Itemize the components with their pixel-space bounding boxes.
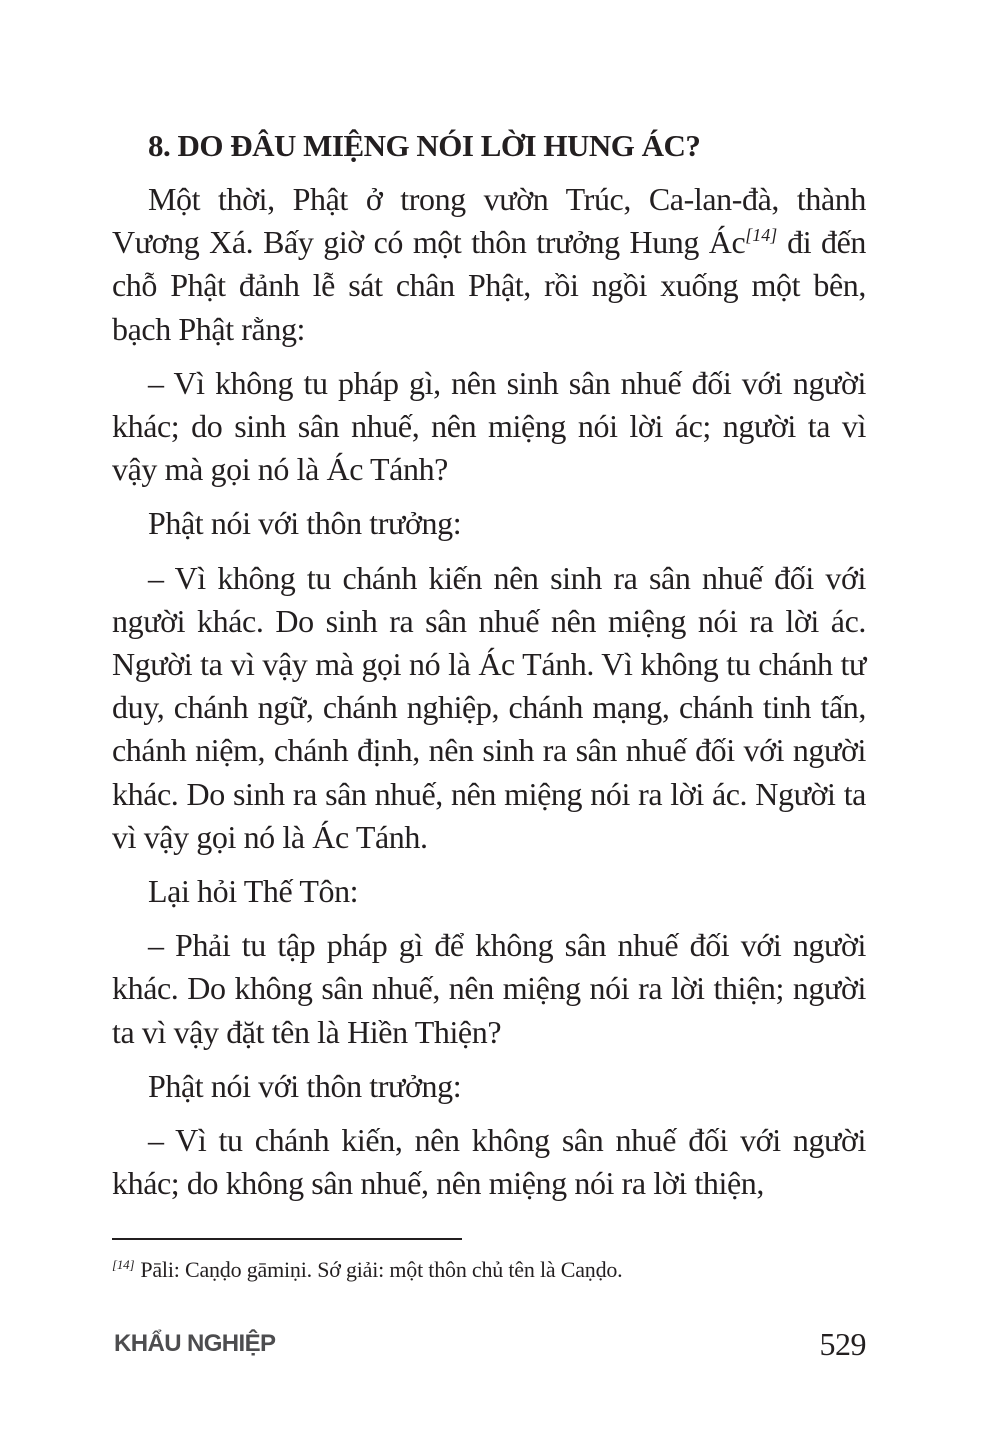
paragraph-answer: – Vì tu chánh kiến, nên không sân nhuế đối với người khác; do không sân nhuế, nên miệng nói ra lời thiện, — [112, 1122, 866, 1202]
running-head: KHẨU NGHIỆP — [114, 1330, 276, 1357]
paragraph-narration: Lại hỏi Thế Tôn: — [148, 873, 359, 910]
footnote-text: Pāli: Caṇḍo gāmiṇi. Sớ giải: một thôn chủ tên là Caṇḍo. — [140, 1257, 623, 1282]
paragraph-question: – Vì không tu pháp gì, nên sinh sân nhuế đối với người khác; do sinh sân nhuế, nên miệng nói lời ác; người ta vì vậy mà gọi nó là Ác Tánh? — [112, 364, 866, 488]
body-text — [112, 178, 866, 1205]
footnote-divider — [112, 1238, 462, 1240]
section-heading: 8. DO ĐÂU MIỆNG NÓI LỜI HUNG ÁC? — [148, 128, 701, 163]
footnote — [112, 1257, 622, 1283]
paragraph-question: – Phải tu tập pháp gì để không sân nhuế đối với người khác. Do không sân nhuế, nên miệng nói ra lời thiện; người ta vì vậy đặt tên là Hiền Thiện? — [112, 927, 866, 1050]
paragraph-text: đi đến chỗ Phật đảnh lễ sát chân Phật, rồi ngồi xuống một bên, bạch Phật rằng: — [112, 224, 866, 347]
footnote-reference[interactable]: [14] — [745, 225, 778, 246]
paragraph-text: Một thời, Phật ở trong vườn Trúc, Ca-lan-đà, thành Vương Xá. Bấy giờ có một thôn trưởng Hung Ác — [112, 181, 866, 261]
paragraph-narration: Phật nói với thôn trưởng: — [148, 505, 462, 542]
footnote-mark: [14] — [112, 1257, 135, 1272]
paragraph-answer: – Vì không tu chánh kiến nên sinh ra sân nhuế đối với người khác. Do sinh ra sân nhuế nên miệng nói ra lời ác. Người ta vì vậy mà gọi nó là Ác Tánh. Vì không tu chánh tư duy, chánh ngữ, chánh nghiệp, chánh mạng, chánh tinh tấn, chánh niệm, chánh định, nên sinh ra sân nhuế đối với người khác. Do sinh ra sân nhuế, nên miệng nói ra lời ác. Người ta vì vậy gọi nó là Ác Tánh. — [112, 559, 866, 855]
page-number: 529 — [819, 1326, 866, 1362]
paragraph-intro — [112, 178, 866, 351]
paragraph-narration: Phật nói với thôn trưởng: — [148, 1067, 462, 1104]
